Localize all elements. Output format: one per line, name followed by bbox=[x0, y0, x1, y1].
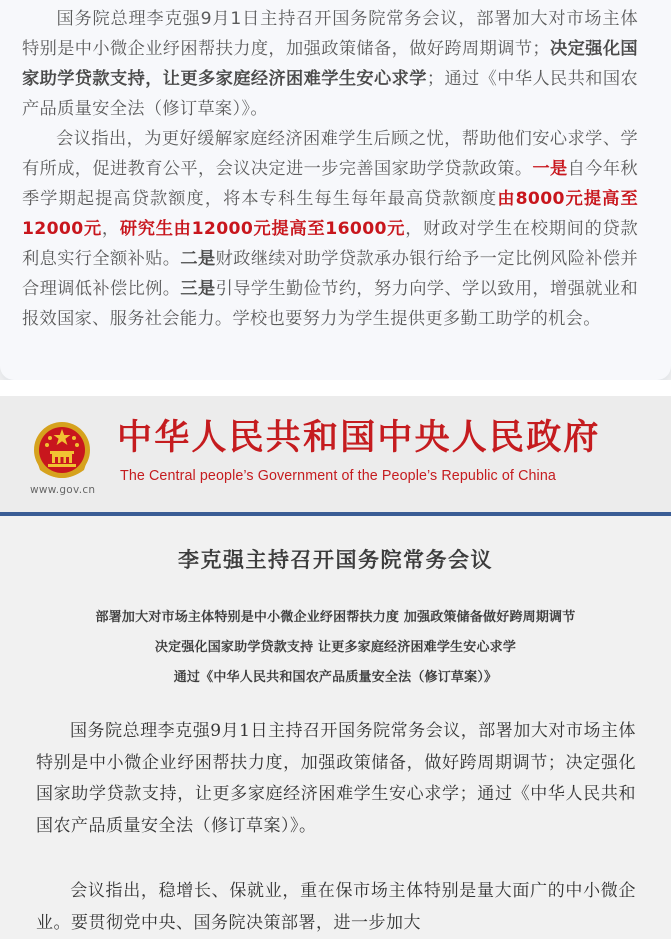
intro-text: 引导学生勤俭节约，努力向学、学以致用，增强就业和报效国家、服务社会能力。学校也要努力为学生提供更多勤工助学的机会。 bbox=[22, 279, 638, 329]
intro-text: ， bbox=[101, 219, 120, 239]
highlight-text: 研究生由12000元提高至16000元 bbox=[119, 219, 406, 239]
intro-text: 自今年秋季学期起提高贷款额度，将本专科生每生每年最高贷款额度 bbox=[22, 159, 638, 209]
intro-text: ，财政对学生在校期间的贷款利息实行全额补贴。 bbox=[22, 219, 638, 269]
article-subtitle: 决定强化国家助学贷款支持 让更多家庭经济困难学生安心求学 bbox=[154, 640, 517, 655]
intro-paragraph-1 bbox=[22, 4, 638, 124]
article-paragraph-text: 会议指出，稳增长、保就业，重在保市场主体特别是量大面广的中小微企业。要贯彻党中央、国务院决策部署，进一步加大 bbox=[36, 881, 636, 933]
gov-banner bbox=[0, 396, 671, 512]
article-paragraph bbox=[36, 716, 636, 842]
gov-title-en: The Central people’s Government of the People’s Republic of China bbox=[120, 468, 556, 484]
gov-title-cn: 中华人民共和国中央人民政府 bbox=[117, 417, 601, 458]
intro-text: ；通过《中华人民共和国农产品质量安全法（修订草案）》。 bbox=[22, 69, 638, 119]
point-marker: 三是 bbox=[180, 279, 216, 299]
article-body bbox=[0, 516, 671, 939]
intro-text: 会议指出，为更好缓解家庭经济困难学生后顾之忧，帮助他们安心求学、学有所成，促进教育公平，会议决定进一步完善国家助学贷款政策。 bbox=[22, 129, 638, 179]
article-subtitle: 通过《中华人民共和国农产品质量安全法（修订草案）》 bbox=[173, 670, 498, 685]
article-paragraph bbox=[36, 876, 636, 939]
point-marker: 一是 bbox=[532, 159, 568, 179]
site-url: www.gov.cn bbox=[30, 484, 96, 496]
article-paragraph-text: 国务院总理李克强9月1日主持召开国务院常务会议，部署加大对市场主体特别是中小微企业纾困帮扶力度，加强政策储备，做好跨周期调节；决定强化国家助学贷款支持，让更多家庭经济困难学生安心求学；通过《中华人民共和国农产品质量安全法（修订草案）》。 bbox=[36, 721, 636, 836]
intro-text: 财政继续对助学贷款承办银行给予一定比例风险补偿并合理调低补偿比例。 bbox=[22, 249, 638, 299]
intro-paragraph-2 bbox=[22, 124, 638, 334]
highlight-text: 由8000元提高至12000元 bbox=[22, 189, 638, 239]
intro-card bbox=[0, 0, 671, 380]
intro-bold-text: 决定强化国家助学贷款支持，让更多家庭经济困难学生安心求学 bbox=[22, 39, 638, 89]
intro-text: 国务院总理李克强9月1日主持召开国务院常务会议，部署加大对市场主体特别是中小微企业纾困帮扶力度，加强政策储备，做好跨周期调节； bbox=[22, 9, 638, 59]
point-marker: 二是 bbox=[180, 249, 216, 269]
article-title: 李克强主持召开国务院常务会议 bbox=[178, 548, 493, 572]
section-gap bbox=[0, 380, 671, 396]
article-subtitle: 部署加大对市场主体特别是中小微企业纾困帮扶力度 加强政策储备做好跨周期调节 bbox=[95, 610, 576, 625]
national-emblem-icon bbox=[28, 420, 96, 482]
